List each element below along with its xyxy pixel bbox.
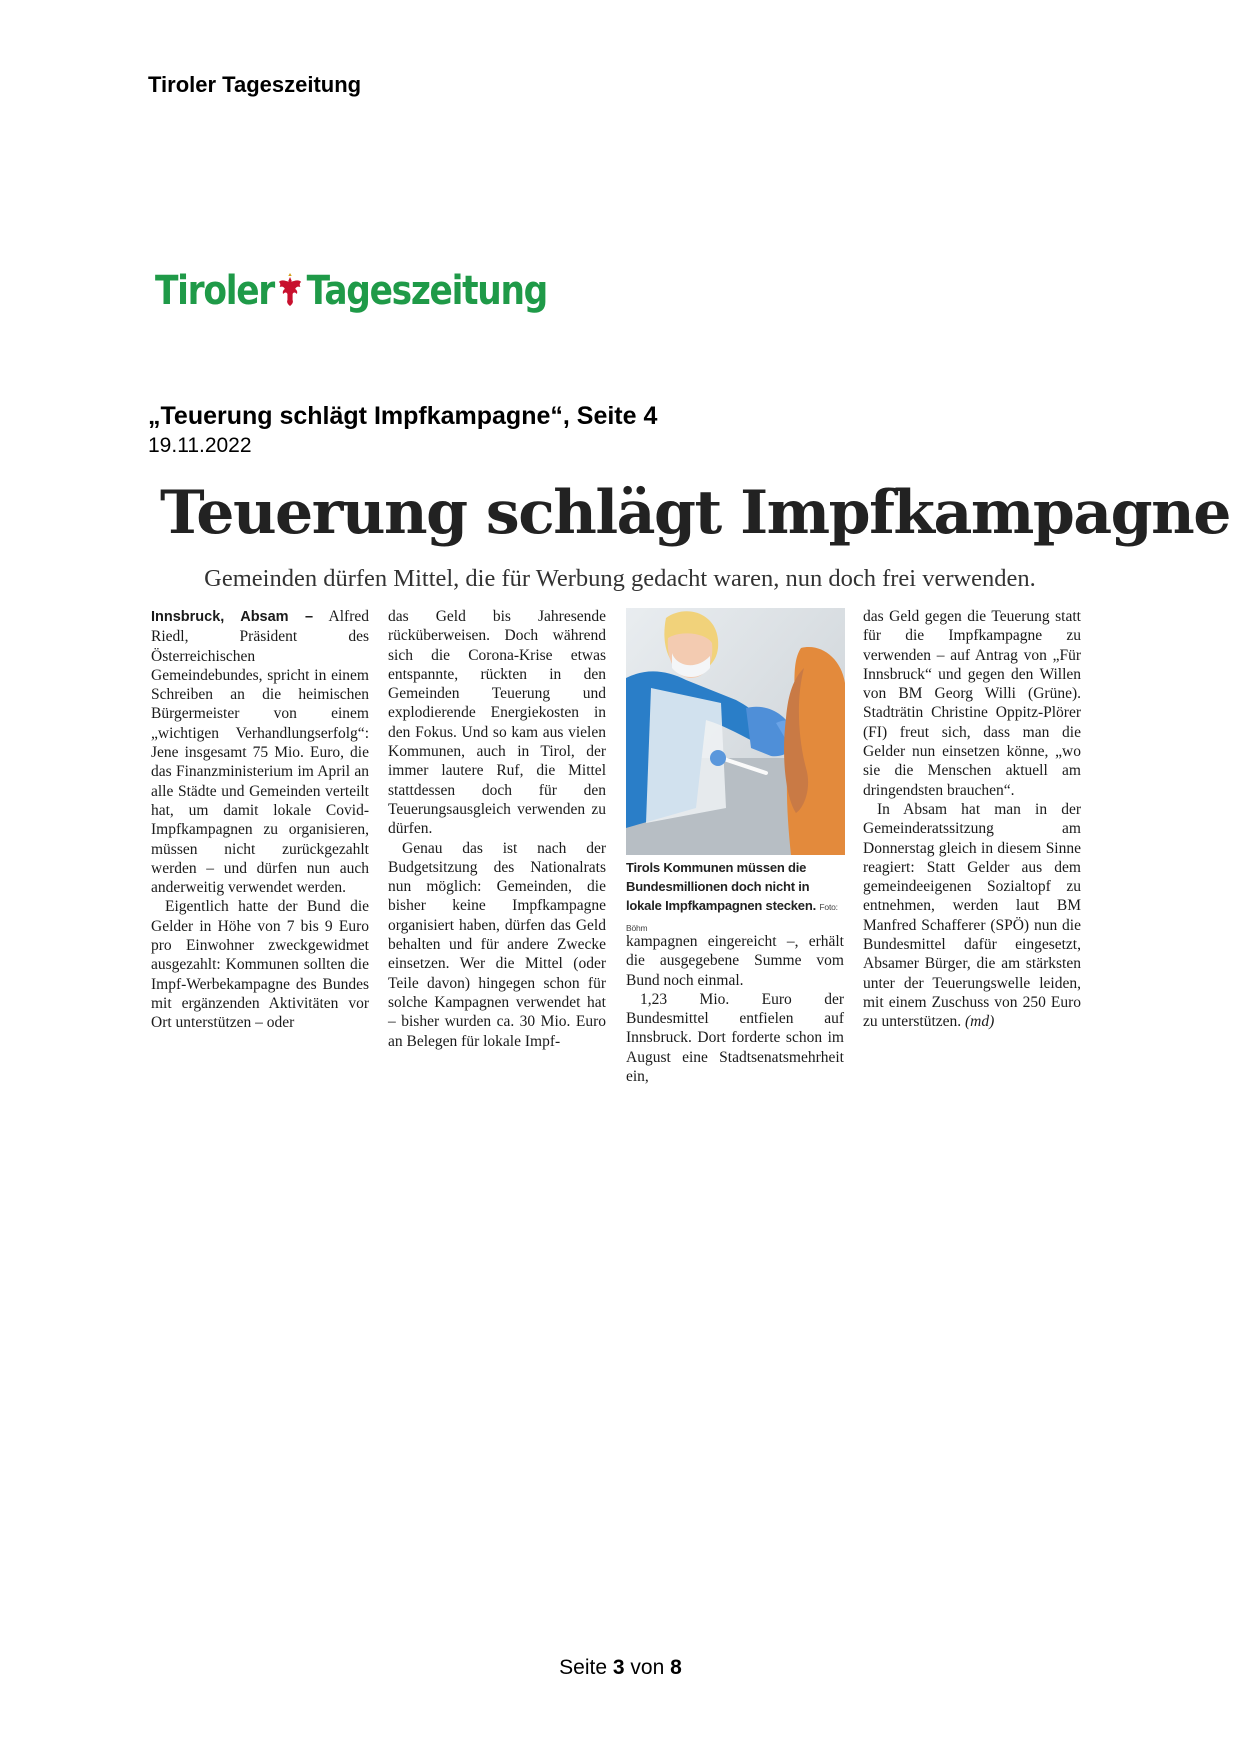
page-footer [0,1656,1241,1680]
article-paragraph [151,607,369,897]
article-photo [626,608,845,855]
newspaper-logo [155,265,547,317]
clip-date: 19.11.2022 [148,434,252,457]
paragraph-text: In Absam hat man in der Gemeinderatssitzung am Donnerstag gleich in diesem Sinne reagiert: Statt Gelder aus dem gemeindeeigenen Sozialtopf zu entnehmen, werden laut BM Manfred Schafferer (SPÖ) nun die Bundesmittel dafür eingesetzt, Absamer Bürger, die am stärksten unter der Teuerungswelle leiden, mit einem Zuschuss von 250 Euro zu unterstützen. [863,800,1081,1031]
logo-text-part2: Tageszeitung [306,268,547,314]
vaccination-photo-illustration [626,608,845,855]
article-paragraph: kampagnen eingereicht –, erhält die ausgegebene Summe vom Bund noch einmal. [626,933,844,989]
article-paragraph: das Geld gegen die Teuerung statt für die Impfkampagne zu verwenden – auf Antrag von „Für Innsbruck“ und gegen den Willen von BM Georg Willi (Grüne). Stadträtin Christine Oppitz-Plörer (FI) freut sich, dass man die Gelder nun einsetzen könne, „wo sie die Menschen aktuell am dringendsten brauchen“. [863,608,1081,799]
article-headline: Teuerung schlägt Impfkampagne [160,478,1230,548]
article-paragraph: Eigentlich hatte der Bund die Gelder in Höhe von 7 bis 9 Euro pro Einwohner zweckgewidmet ausgezahlt: Kommunen sollten die Impf-Werbekampagne des Bundes mit ergänzenden Aktivitäten vor Ort unterstützen – oder [151,898,369,1032]
photo-caption [626,858,848,938]
total-page-count: 8 [670,1656,682,1679]
logo-text-part1: Tiroler [155,268,274,314]
dateline: Innsbruck, Absam – [151,609,314,625]
source-header: Tiroler Tageszeitung [148,72,362,97]
article-paragraph: das Geld bis Jahresende rücküberweisen. Doch während sich die Corona-Krise etwas entspannte, rückten in den Gemeinden Teuerung und explodierende Energiekosten in den Fokus. Und so kam aus vielen Kommunen, auch in Tirol, der immer lautere Ruf, die Mittel stattdessen doch für den Teuerungsausgleich verwenden zu dürfen. [388,608,606,838]
footer-middle: von [630,1656,665,1679]
tyrolean-eagle-icon [277,273,303,309]
article-paragraph: Genau das ist nach der Budgetsitzung des Nationalrats nun möglich: Gemeinden, die bisher keine Impfkampagne organisiert haben, dürfen das Geld behalten und für andere Zwecke einsetzen. Wer die Mittel (oder Teile davon) hingegen schon für solche Kampagnen verwendet hat – bisher wurden ca. 30 Mio. Euro an Belegen für lokale Impf- [388,839,606,1050]
article-column-3 [626,932,844,1086]
photo-credit: Foto: Böhm [626,902,838,933]
article-paragraph: 1,23 Mio. Euro der Bundesmittel entfielen auf Innsbruck. Dort forderte schon im August eine Stadtsenatsmehrheit ein, [626,990,844,1086]
footer-prefix: Seite [559,1656,608,1679]
author-initials: (md) [965,1013,995,1031]
article-column-4 [863,607,1081,1032]
paragraph-text: Alfred Riedl, Präsident des Österreichischen Gemeindebundes, spricht in einem Schreiben an die heimischen Bürgermeister von einem „wichtigen Verhandlungserfolg“: Jene insgesamt 75 Mio. Euro, die das Finanzministerium im April an alle Städte und Gemeinden verteilt hat, um damit lokale Covid-Impfkampagnen zu organisieren, müssen nicht zurückgezahlt werden – und dürfen nun auch anderweitig verwendet werden. [151,608,369,897]
current-page-number: 3 [612,1656,625,1679]
article-subheadline: Gemeinden dürfen Mittel, die für Werbung gedacht waren, nun doch frei verwenden. [204,565,1036,592]
article-column-1 [151,607,369,1033]
caption-text: Tirols Kommunen müssen die Bundesmillionen doch nicht in lokale Impfkampagnen stecken. [626,860,816,913]
article-paragraph [863,800,1081,1032]
clip-title: „Teuerung schlägt Impfkampagne“, Seite 4 [148,402,658,430]
article-column-2 [388,607,606,1051]
